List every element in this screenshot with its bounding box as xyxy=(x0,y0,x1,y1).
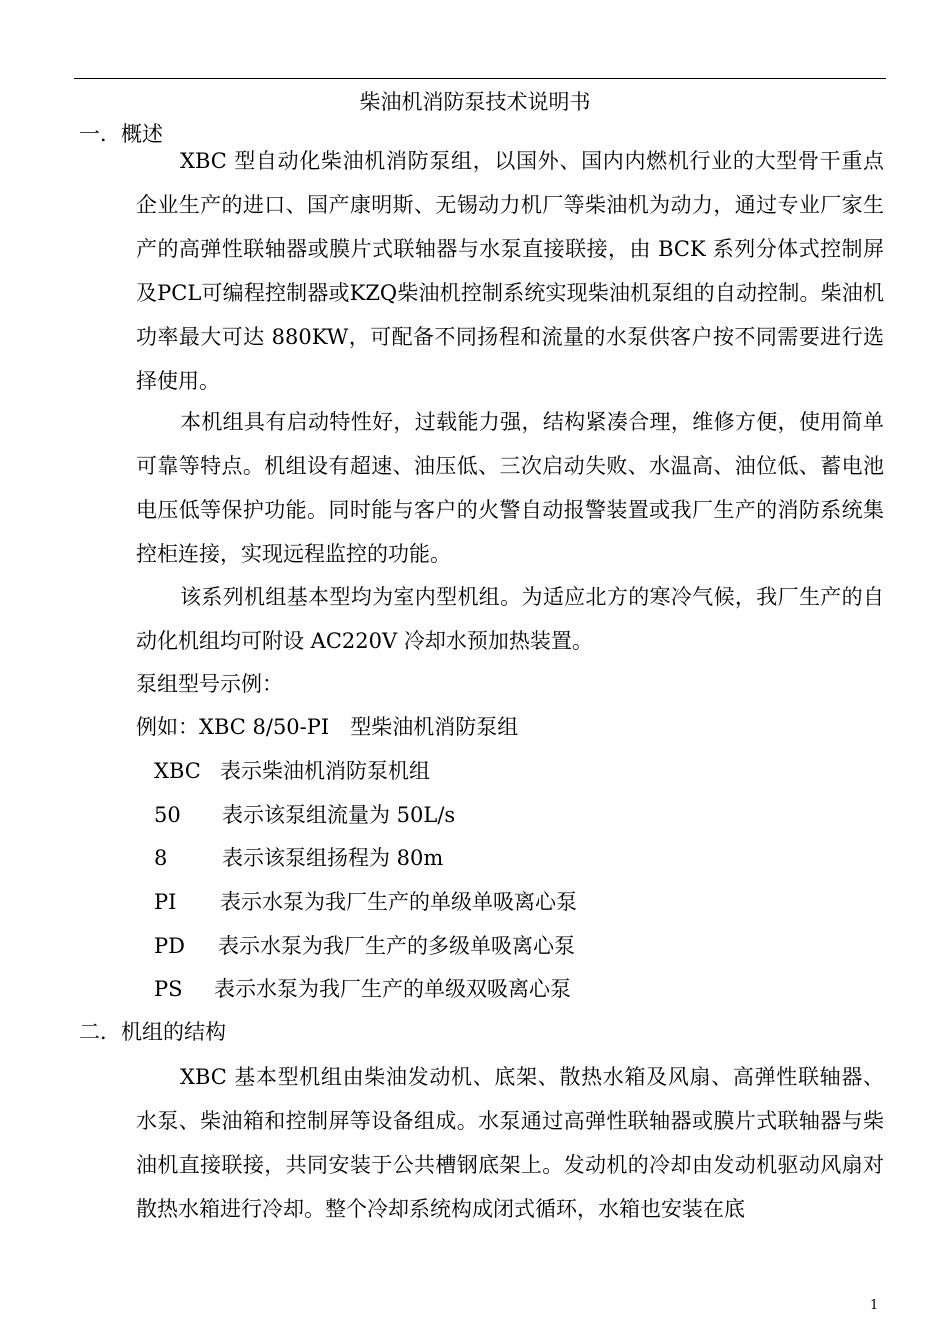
model-code-row xyxy=(154,755,430,787)
model-code-desc: 表示该泵组流量为 50L/s xyxy=(222,803,456,827)
section-heading-structure: 二．机组的结构 xyxy=(79,1020,226,1044)
structure-paragraph: XBC 基本型机组由柴油发动机、底架、散热水箱及风扇、高弹性联轴器、水泵、柴油箱和控制屏等设备组成。水泵通过高弹性联轴器或膜片式联轴器与柴油机直接联接，共同安装于公共槽钢底架上。发动机的冷却由发动机驱动风扇对散热水箱进行冷却。整个冷却系统构成闭式循环，水箱也安装在底 xyxy=(136,1065,884,1221)
model-code: PD xyxy=(154,934,185,958)
model-code-desc: 表示水泵为我厂生产的单级单吸离心泵 xyxy=(220,890,577,914)
model-code-row xyxy=(154,799,455,831)
model-intro: 泵组型号示例： xyxy=(136,672,283,696)
section-heading-overview: 一．概述 xyxy=(79,122,163,146)
model-code-desc: 表示水泵为我厂生产的多级单吸离心泵 xyxy=(218,934,575,958)
model-code-row xyxy=(154,930,575,962)
model-code-row xyxy=(154,886,577,918)
overview-paragraph-3: 该系列机组基本型均为室内型机组。为适应北方的寒冷气候，我厂生产的自动化机组均可附设 AC220V 冷却水预加热装置。 xyxy=(136,585,884,653)
model-code: 50 xyxy=(154,803,181,827)
document-title: 柴油机消防泵技术说明书 xyxy=(359,90,591,114)
model-example: 例如：XBC 8/50-PI 型柴油机消防泵组 xyxy=(136,715,519,739)
model-code-desc: 表示水泵为我厂生产的单级双吸离心泵 xyxy=(214,977,571,1001)
page-number: 1 xyxy=(870,1298,879,1313)
model-code: PS xyxy=(154,977,183,1001)
model-code-desc: 表示该泵组扬程为 80m xyxy=(222,846,444,870)
model-code: 8 xyxy=(154,846,168,870)
model-code: PI xyxy=(154,890,177,914)
overview-paragraph-2: 本机组具有启动特性好，过载能力强，结构紧凑合理，维修方便，使用简单可靠等特点。机组设有超速、油压低、三次启动失败、水温高、油位低、蓄电池电压低等保护功能。同时能与客户的火警自动报警装置或我厂生产的消防系统集控柜连接，实现远程监控的功能。 xyxy=(136,410,884,566)
model-code-row xyxy=(154,842,443,874)
header-rule xyxy=(74,78,886,79)
model-code: XBC xyxy=(154,759,201,783)
overview-paragraph-1: XBC 型自动化柴油机消防泵组，以国外、国内内燃机行业的大型骨干重点企业生产的进口、国产康明斯、无锡动力机厂等柴油机为动力，通过专业厂家生产的高弹性联轴器或膜片式联轴器与水泵直接联接，由 BCK 系列分体式控制屏及PCL可编程控制器或KZQ柴油机控制系统实现柴油机泵组的自动控制。柴油机功率最大可达 880KW，可配备不同扬程和流量的水泵供客户按不同需要进行选择使用。 xyxy=(136,149,884,393)
model-code-row xyxy=(154,973,571,1005)
model-code-desc: 表示柴油机消防泵机组 xyxy=(220,759,430,783)
